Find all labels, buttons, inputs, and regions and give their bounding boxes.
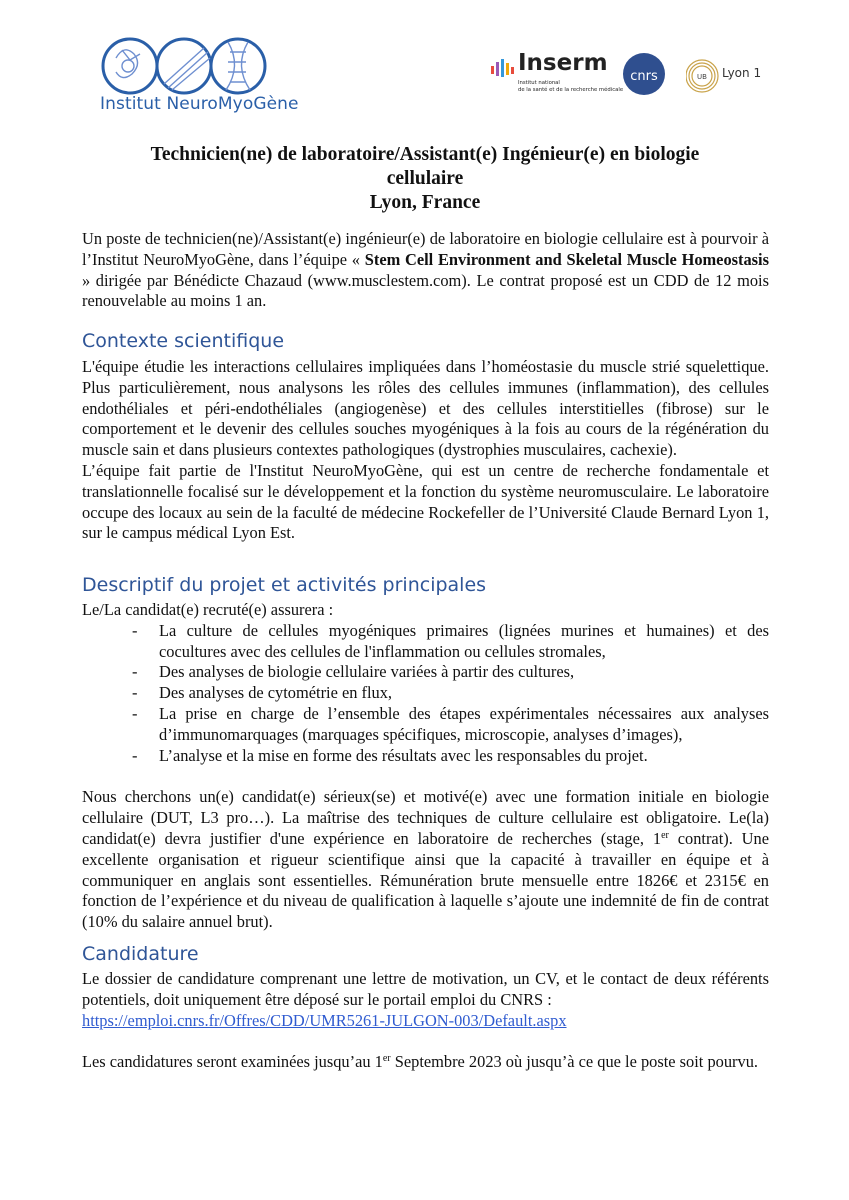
cnrs-logo-text: cnrs [630,69,658,84]
list-item-text: Des analyses de biologie cellulaire variées à partir des cultures, [159,662,575,682]
section-heading-context: Contexte scientifique [82,330,285,352]
profile-text-1: Nous cherchons un(e) candidat(e) sérieux(se) et motivé(e) avec une formation initiale en biologie cellulaire (DUT, L3 pro…). La maîtrise des techniques de culture cellulaire est obligatoire. Le(la) candidat(e) devra justifier d'une expérience en laboratoire de recherches (stage, 1 [82,787,769,848]
deadline-paragraph [82,1052,769,1073]
application-section [82,969,769,1073]
list-dash: - [132,745,138,765]
inserm-subtitle: Institut national de la santé et de la recherche médicale [518,80,624,93]
cnrs-logo [622,52,666,96]
list-item-text: Des analyses de cytométrie en flux, [159,683,393,703]
job-title [82,143,768,215]
context-paragraph-2: L’équipe fait partie de l'Institut NeuroMyoGène, qui est un centre de recherche fondamentale et translationnelle focalisé sur le développement et la fonction du système neuromusculaire. Le laboratoire occupe des locaux au sein de la faculté de médecine Rockefeller de l’Université Claude Bernard Lyon 1, sur le campus médical Lyon Est. [82,460,769,543]
job-title-line-1: Technicien(ne) de laboratoire/Assistant(e) Ingénieur(e) en biologie [150,144,700,165]
section-heading-application: Candidature [82,943,199,965]
candidate-profile-paragraph [82,787,769,933]
list-item [82,746,769,767]
list-item [82,683,769,704]
intro-paragraph [82,229,769,312]
intro-text-2: » dirigée par Bénédicte Chazaud (www.musclestem.com). Le contrat proposé est un CDD de 12 mois renouvelable au moins 1 an. [82,270,769,311]
application-paragraph: Le dossier de candidature comprenant une lettre de motivation, un CV, et le contact de deux référents potentiels, doit uniquement être déposé sur le portail emploi du CNRS : [82,969,769,1009]
list-dash: - [132,703,138,723]
project-section [82,600,769,933]
deadline-superscript: er [382,1053,391,1065]
list-item-text: La prise en charge de l’ensemble des étapes expérimentales nécessaires aux analyses d’immunomarquages (marquages spécifiques, microscopie, analyses d’images), [159,703,769,744]
inserm-logo-text: Inserm [518,50,608,76]
list-dash: - [132,683,138,703]
list-item [82,662,769,683]
institute-name: Institut NeuroMyoGène [100,94,299,114]
list-item-text: L’analyse et la mise en forme des résultats avec les responsables du projet. [159,745,648,765]
list-dash: - [132,620,138,640]
job-location: Lyon, France [369,192,481,213]
cnrs-job-portal-link[interactable]: https://emploi.cnrs.fr/Offres/CDD/UMR5261-JULGON-003/Default.aspx [82,1010,567,1030]
intro-text-1: Un poste de technicien(ne)/Assistant(e) ingénieur(e) de laboratoire en biologie cellulaire est à pourvoir à l’Institut NeuroMyoGène, dans l’équipe « [82,229,769,269]
context-section [82,357,769,544]
profile-text-2: contrat). Une excellente organisation et rigueur scientifique ainsi que la capacité à travailler en équipe et à communiquer en anglais sont essentielles. Rémunération brute mensuelle entre 1826€ et 2315€ en fonction de l’expérience et du niveau de qualification à laquelle s’ajoute une indemnité de fin de contrat (10% du salaire annuel brut). [82,828,769,932]
list-item-text: La culture de cellules myogéniques primaires (lignées murines et humaines) et des cocultures avec des cellules de l'inflammation ou cellules stromales, [159,620,769,661]
context-paragraph-1: L'équipe étudie les interactions cellulaires impliquées dans l’homéostasie du muscle strié squelettique. Plus particulièrement, nous analysons les rôles des cellules immunes (inflammation), des cellules endothéliales et péri-endothéliales (angiogenèse) et des cellules interstitielles (fibrose) sur le comportement et le devenir des cellules souches myogéniques à la fois au cours de la régénération du muscle sain et dans plusieurs contextes pathologiques (dystrophies musculaires, cachexie). [82,357,769,460]
activities-list [82,621,769,767]
project-lead: Le/La candidat(e) recruté(e) assurera : [82,600,334,619]
list-item [82,704,769,746]
section-heading-project: Descriptif du projet et activités principales [82,574,487,596]
job-title-line-2: cellulaire [386,168,464,189]
deadline-text-1: Les candidatures seront examinées jusqu’au 1 [82,1052,383,1072]
lyon1-name: Lyon 1 [722,66,762,80]
list-dash: - [132,662,138,682]
inserm-bars-icon [490,56,516,80]
lyon1-badge-text: UB [697,73,707,81]
profile-superscript: er [661,829,669,841]
team-name: Stem Cell Environment and Skeletal Muscle Homeostasis [364,249,769,269]
deadline-text-2: Septembre 2023 où jusqu’à ce que le poste soit pourvu. [390,1052,758,1072]
list-item [82,621,769,663]
